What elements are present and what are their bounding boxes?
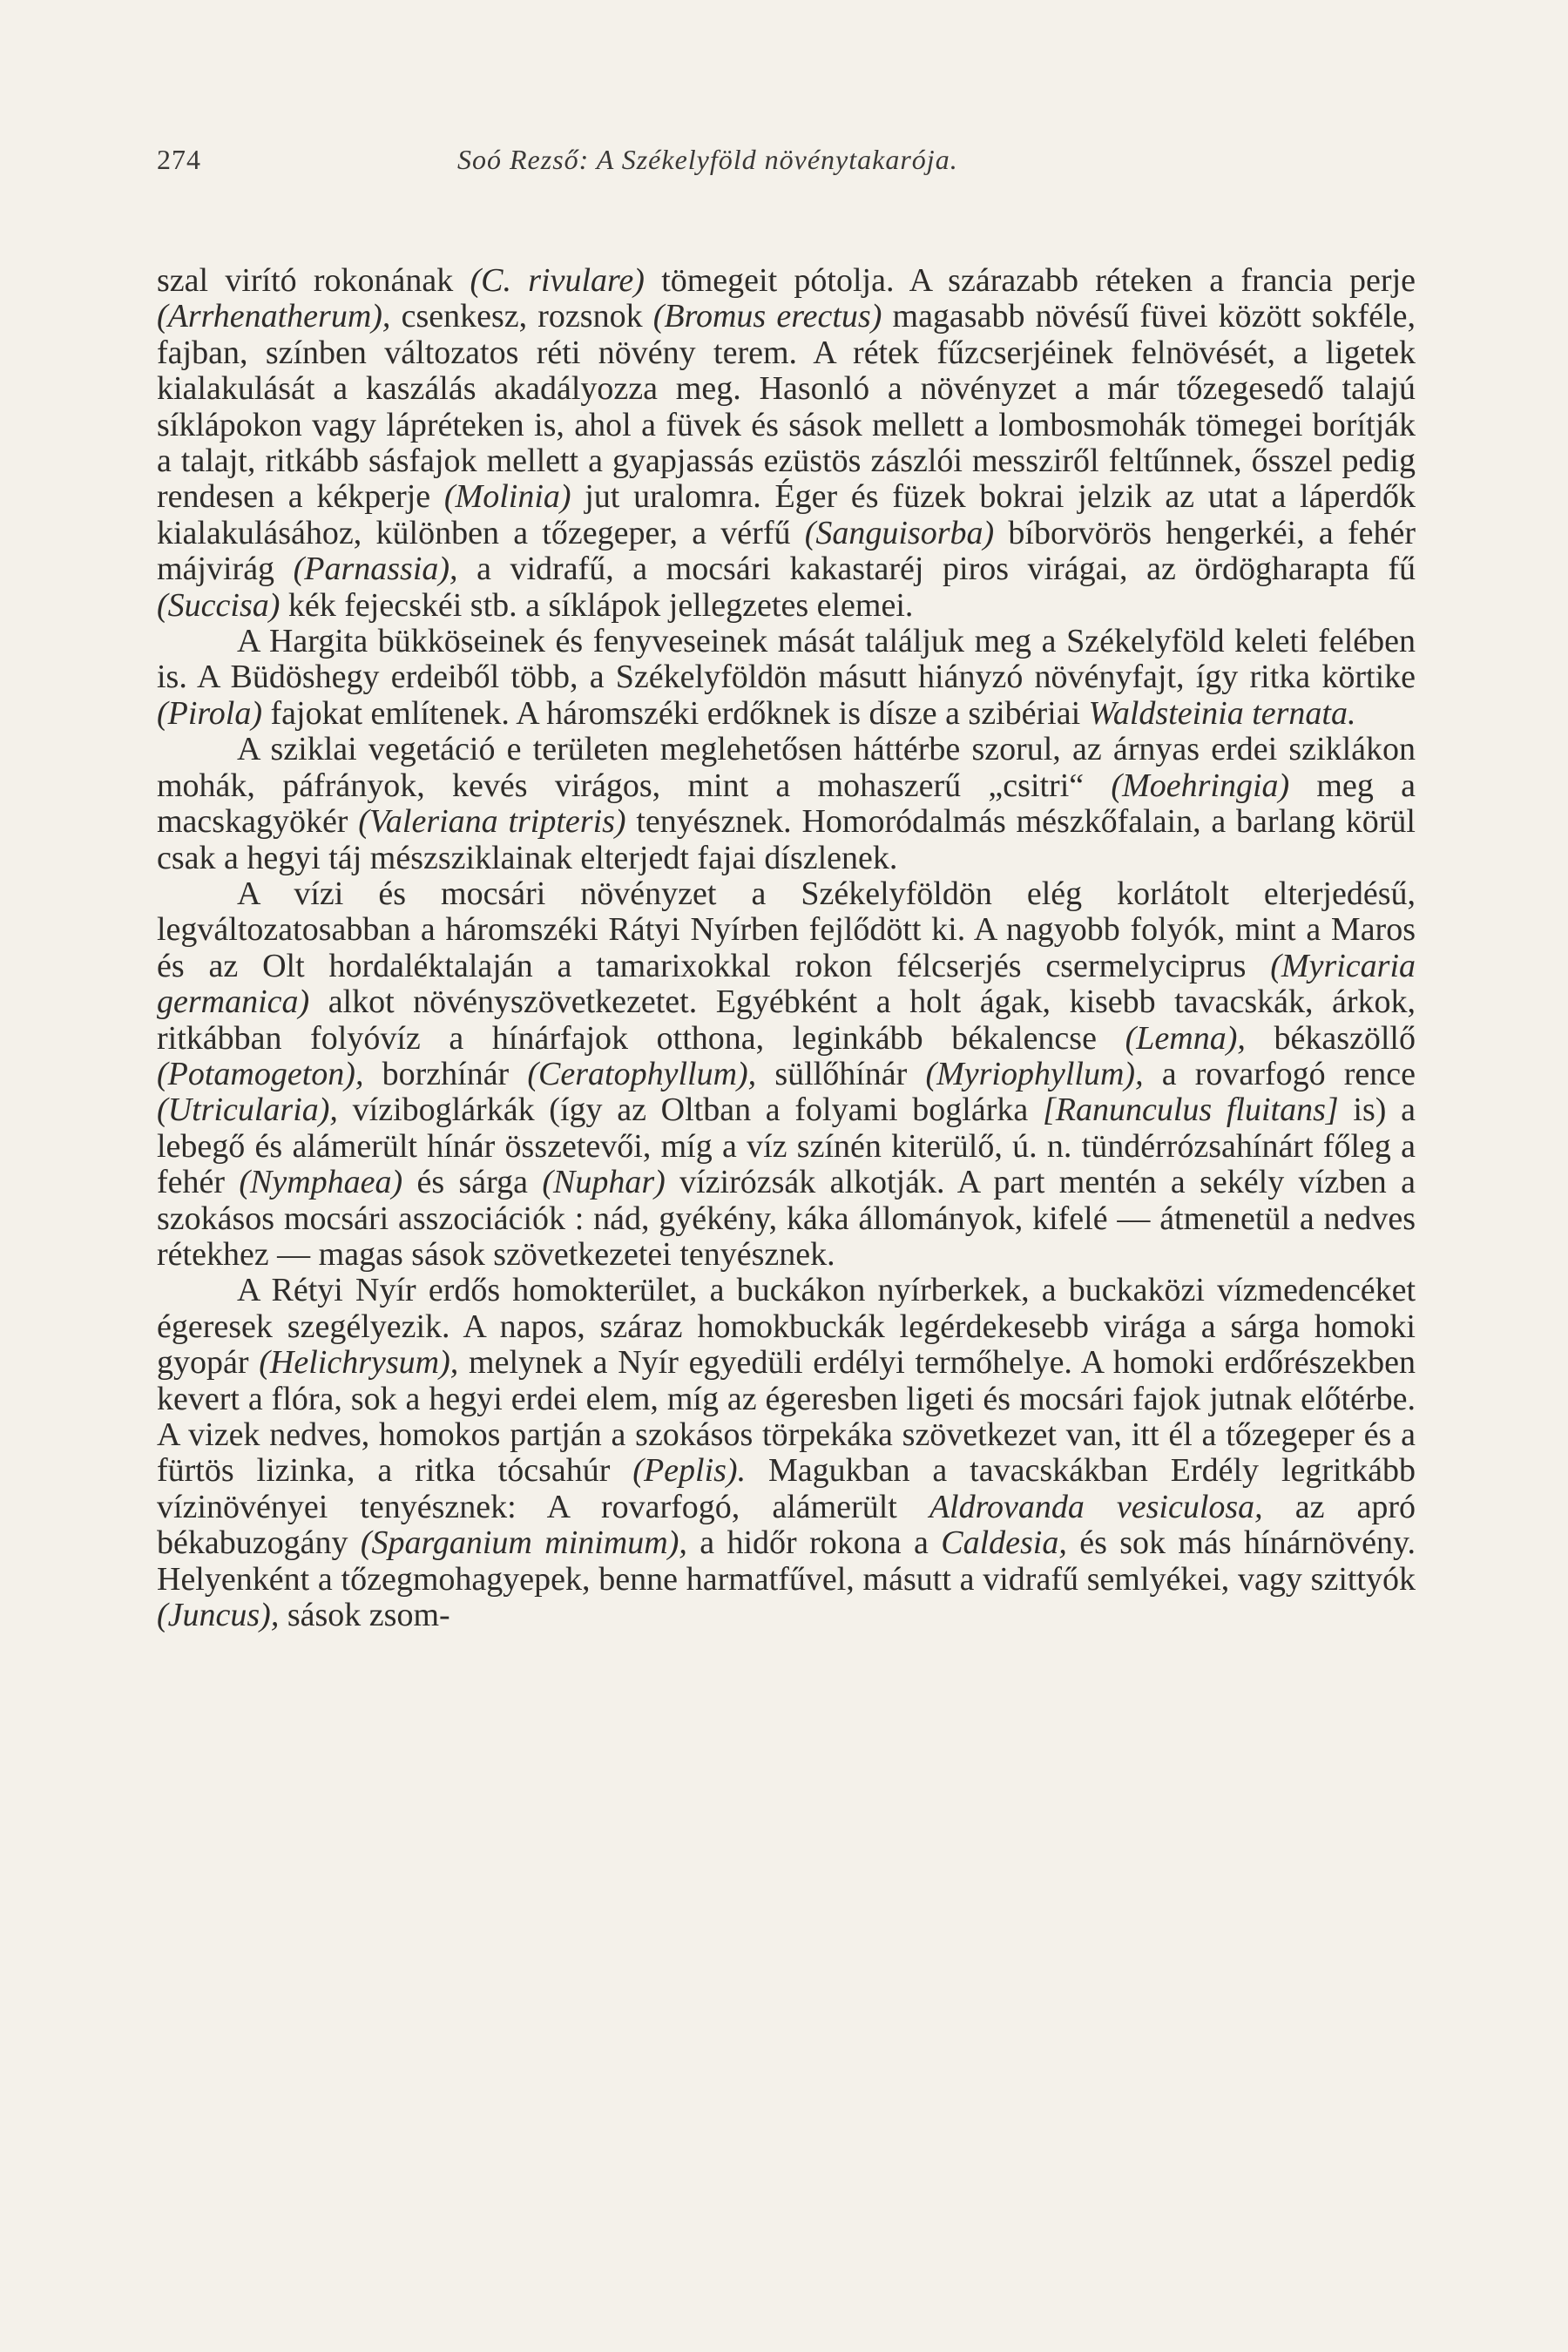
running-title: Soó Rezső: A Székelyföld növénytakarója. [457,144,958,175]
text-run: csenkesz, rozsnok [390,298,653,335]
italic-term: (Ceratophyllum), [527,1055,757,1092]
italic-term: (Pirola) [157,694,263,732]
italic-term: Caldesia, [941,1524,1067,1562]
text-run: és sárga [402,1164,543,1201]
italic-term: [Ranunculus fluitans] [1042,1092,1339,1129]
page-header [157,144,1416,187]
italic-term: (Parnassia), [293,551,458,588]
text-run: a vidrafű, a mocsári kakastaréj piros virágai, az ördögharapta fű [457,551,1416,588]
text-run: jut uralomra. Éger és füzek bokrai jelzik az utat a láperdők kialakulásához, különben a tőzegeper, a vérfű [157,478,1416,551]
page-number: 274 [157,144,201,175]
text-run: fajokat említenek. A háromszéki erdőknek is dísze a szibériai [262,694,1089,732]
text-run: Magukban a tavacskákban Erdély legritkább vízinövényei tenyésznek: A rovarfogó, alámerült [157,1452,1416,1525]
text-run: bíborvörös hengerkéi, a fehér májvirág [157,514,1416,588]
text-run: víziboglárkák (így az Oltban a folyami boglárka [337,1092,1043,1129]
text-run: a hidőr rokona a [686,1524,942,1562]
italic-term: (Myricaria germanica) [157,947,1416,1021]
paragraph [157,263,1416,624]
text-run: borzhínár [363,1055,528,1092]
text-run: vízirózsák alkotják. A part mentén a sekély vízben a szokásos mocsári asszociációk : nád, gyékény, káka állományok, kifelé — átmenetül a nedves rétekhez — magas sások szövetkezetei tenyésznek. [157,1164,1416,1273]
text-run: kék fejecskéi stb. a síklápok jellegzetes elemei. [280,586,914,624]
text-run: A Hargita bükköseinek és fenyveseinek mását találjuk meg a Székelyföld keleti felében is. A Büdöshegy erdeiből több, a Székelyföldön másutt hiányzó növényfajt, így ritka körtike [157,623,1416,696]
italic-term: (Nymphaea) [239,1164,403,1201]
italic-term: (Helichrysum), [259,1344,459,1382]
text-run: A sziklai vegetáció e területen meglehetősen háttérbe szorul, az árnyas erdei sziklákon mohák, páfrányok, kevés virágos, mint a mohaszerű „csitri“ [157,731,1416,804]
italic-term: (Bromus erectus) [652,298,882,335]
italic-term: (Lemna), [1125,1019,1246,1057]
paragraph [157,876,1416,1273]
italic-term: (Utricularia), [157,1092,338,1129]
text-run: süllőhínár [756,1055,926,1092]
italic-term: (Sparganium minimum), [360,1524,687,1562]
paragraph [157,624,1416,732]
body-text [157,263,1416,1633]
italic-term: (Arrhenatherum), [157,298,391,335]
italic-term: (Nuphar) [542,1164,666,1201]
text-run: és sok más hínárnövény. Helyenként a tőzegmohagyepek, benne harmatfűvel, másutt a vidrafű semlyékei, vagy szittyók [157,1524,1416,1598]
italic-term: (Sanguisorba) [804,514,995,551]
text-run: A vízi és mocsári növényzet a Székelyföldön elég korlátolt elterjedésű, legváltozatosabban a háromszéki Rátyi Nyírben fejlődött ki. A nagyobb folyók, mint a Maros és az Olt hordaléktalaján a tamarixokkal rokon félcserjés csermelyciprus [157,875,1416,984]
text-run: alkot növényszövetkezetet. Egyébként a holt ágak, kisebb tavacskák, árkok, ritkábban folyóvíz a hínárfajok otthona, leginkább békalencse [157,983,1416,1057]
italic-term: (Potamogeton), [157,1055,364,1092]
text-run: magasabb növésű füvei között sokféle, fajban, színben változatos réti növény terem. A rétek fűzcserjéinek felnövését, a ligetek kialakulását a kaszálás akadályozza meg. Hasonló a növényzet a már tőzegesedő talajú síklápokon vagy lápréteken is, ahol a füvek és sások mellett a lombosmohák tömegei borítják a talajt, ritkább sásfajok mellett a gyapjassás ezüstös zászlói messziről feltűnnek, ősszel pedig rendesen a kékperje [157,298,1416,516]
italic-term: (Valeriana tripteris) [358,803,626,841]
text-run: melynek a Nyír egyedüli erdélyi termőhelye. A homoki erdőrészekben kevert a flóra, sok a hegyi erdei elem, míg az égeresben ligeti és mocsári fajok jutnak előtérbe. A vizek nedves, homokos partján a szokásos törpekáka szövetkezet van, itt él a tőzegeper és a fürtös lizinka, a ritka tócsahúr [157,1344,1416,1490]
italic-term: (Molinia) [443,478,571,516]
text-run: A Rétyi Nyír erdős homokterület, a buckákon nyírberkek, a buckaközi vízmedencéket égeresek szegélyezik. A napos, száraz homokbuckák legérdekesebb virága a sárga homoki gyopár [157,1272,1416,1382]
italic-term: (Moehringia) [1111,767,1290,804]
paragraph [157,1273,1416,1633]
text-run: a rovarfogó rence [1143,1055,1416,1092]
text-run: sások zsom- [279,1597,450,1634]
text-run: szal virító rokonának [157,262,470,299]
text-run: is) a lebegő és alámerült hínár összetevői, míg a víz színén kiterülő, ú. n. tündérrózsahínárt főleg a fehér [157,1092,1416,1201]
text-run: békaszöllő [1245,1019,1416,1057]
italic-term: (Peplis). [632,1452,747,1490]
text-run: tömegeit pótolja. A szárazabb réteken a francia perje [644,262,1416,299]
italic-term: Waldsteinia ternata. [1088,694,1356,732]
italic-term: (C. rivulare) [470,262,645,299]
italic-term: (Myriophyllum), [925,1055,1144,1092]
text-run: az apró békabuzogány [157,1488,1416,1562]
italic-term: (Succisa) [157,586,280,624]
paragraph [157,732,1416,876]
italic-term: Aldrovanda vesiculosa, [929,1488,1263,1525]
text-run: tenyésznek. Homoródalmás mészkőfalain, a barlang körül csak a hegyi táj mészsziklainak elterjedt fajai díszlenek. [157,803,1416,876]
text-run: meg a macskagyökér [157,767,1416,841]
italic-term: (Juncus), [157,1597,280,1634]
